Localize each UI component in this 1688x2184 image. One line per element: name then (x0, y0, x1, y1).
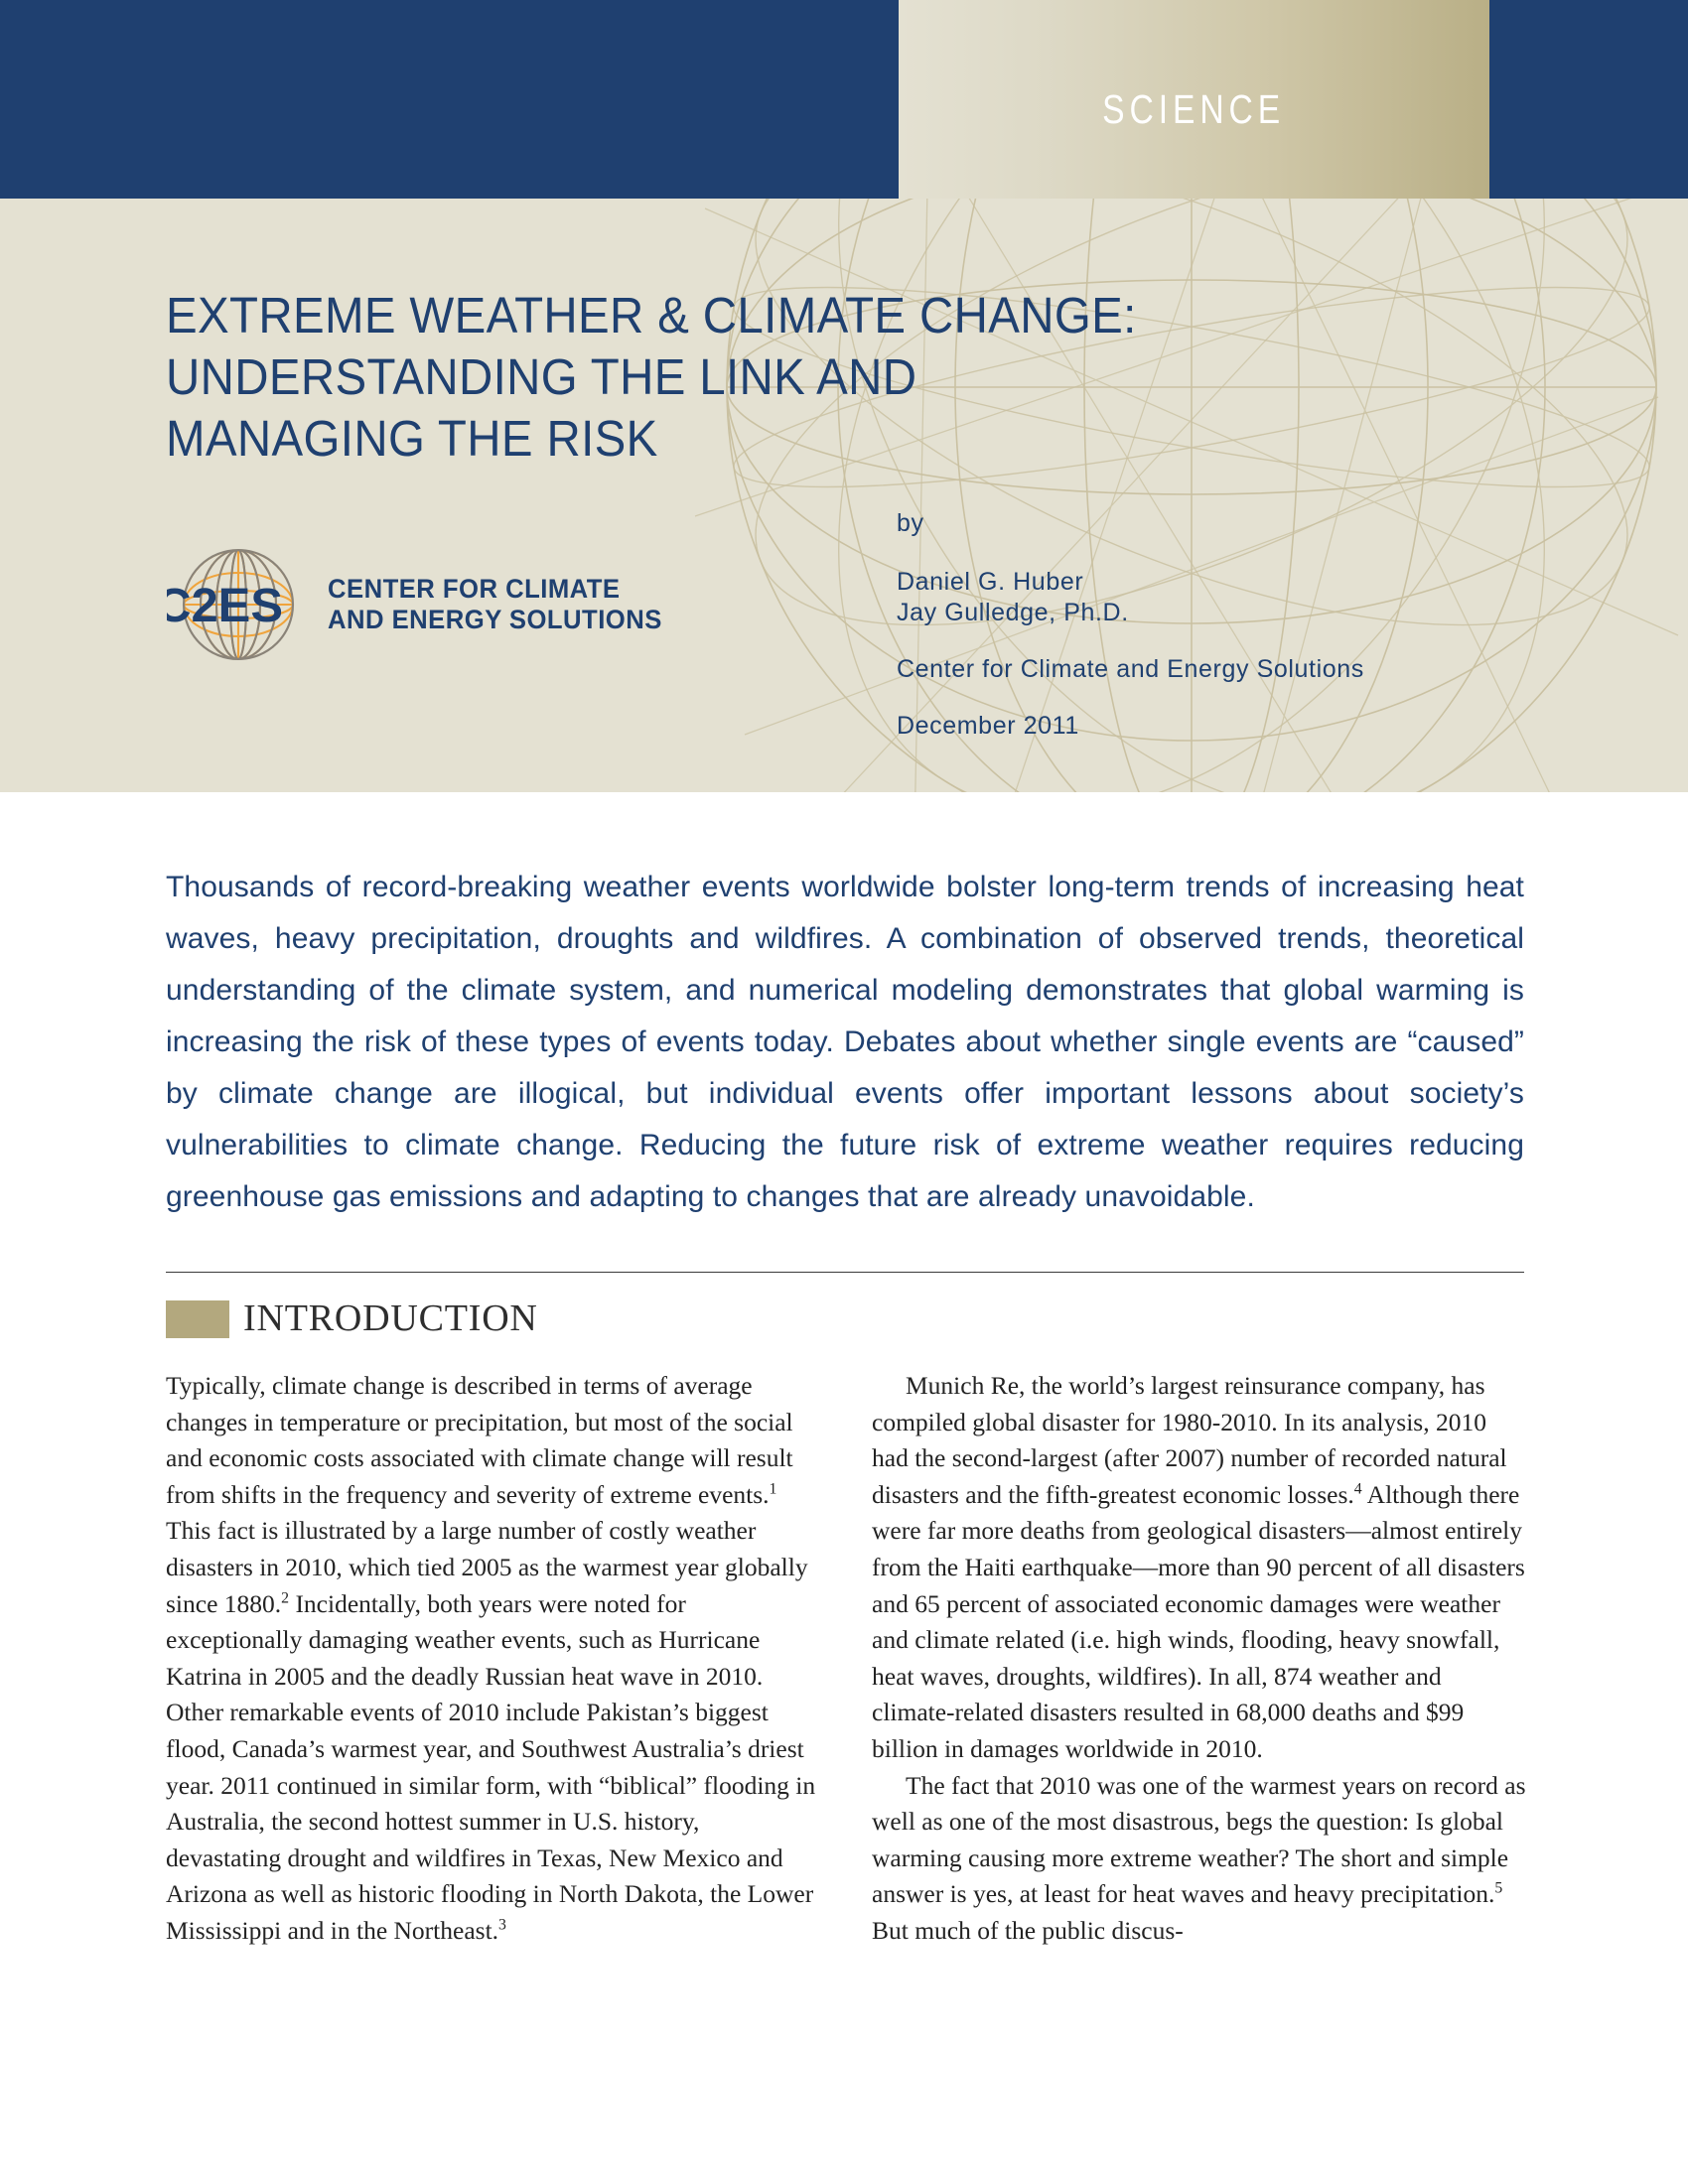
logo-wordmark (328, 574, 662, 635)
title-line-1: EXTREME WEATHER & CLIMATE CHANGE: (166, 287, 1137, 344)
footnote-marker[interactable]: 2 (281, 1589, 290, 1607)
body-paragraph: Munich Re, the world’s largest reinsurance company, has compiled global disaster for 1980-2010. In its analysis, 2010 had the second-largest (after 2007) number of recorded natural disasters and the fifth-greatest economic losses.$^4$ Although there were far more deaths from geological disasters—almost entirely from the Haiti earthquake—more than 90 percent of all disasters and 65 percent of associated economic damages were weather and climate related (i.e. high winds, flooding, heavy snowfall, heat waves, droughts, wildfires). In all, 874 weather and climate-related disasters resulted in 68,000 deaths and $99 billion in damages worldwide in 2010. (872, 1371, 1525, 1763)
masthead (0, 0, 1688, 792)
byline-authors (897, 567, 1364, 628)
series-panel (899, 0, 1489, 199)
body-column-right (872, 1368, 1526, 1950)
author-name-1: Daniel G. Huber (897, 568, 1084, 596)
horizontal-rule (166, 1272, 1524, 1273)
body-columns (166, 1368, 1526, 1950)
body-paragraph: Typically, climate change is described in terms of average changes in temperature or precipitation, but most of the social and economic costs associated with climate change will result from shifts in the frequency and severity of extreme events.$^1$ This fact is illustrated by a large number of costly weather disasters in 2010, which tied 2005 as the warmest year globally since 1880.$^2$ Incidentally, both years were noted for exceptionally damaging weather events, such as Hurricane Katrina in 2005 and the deadly Russian heat wave in 2010. Other remarkable events of 2010 include Pakistan’s biggest flood, Canada’s warmest year, and Southwest Australia’s driest year. 2011 continued in similar form, with “biblical” flooding in Australia, the second hottest summer in U.S. history, devastating drought and wildfires in Texas, New Mexico and Arizona as well as historic flooding in North Dakota, the Lower Mississippi and in the Northeast.$^3$ (166, 1371, 816, 1945)
body-column-left (166, 1368, 820, 1950)
series-label: SCIENCE (1102, 85, 1286, 132)
globe-icon (167, 546, 316, 663)
byline-organization: Center for Climate and Energy Solutions (897, 655, 1364, 683)
abstract-paragraph: Thousands of record-breaking weather events worldwide bolster long-term trends of increasing heat waves, heavy precipitation, droughts and wildfires. A combination of observed trends, theoretical understanding of the climate system, and numerical modeling demonstrates that global warming is increasing the risk of these types of events today. Debates about whether single events are “caused” by climate change are illogical, but individual events offer important lessons about society’s vulnerabilities to climate change. Reducing the future risk of extreme weather requires reducing greenhouse gas emissions and adapting to changes that are already unavoidable. (166, 871, 1524, 1213)
c2es-logo (167, 546, 680, 663)
body-paragraph: The fact that 2010 was one of the warmest years on record as well as one of the most disastrous, begs the question: Is global warming causing more extreme weather? The short and simple answer is yes, at least for heat waves and heavy precipitation.$^5$ But much of the public discus- (872, 1770, 1526, 1945)
footnote-marker[interactable]: 1 (769, 1480, 777, 1498)
logo-wordmark-line-2: AND ENERGY SOLUTIONS (328, 605, 662, 634)
byline (897, 508, 1364, 742)
footnote-marker[interactable]: 4 (1353, 1480, 1362, 1498)
footnote-marker[interactable]: 3 (498, 1916, 506, 1934)
byline-by-label: by (897, 509, 924, 537)
author-name-2: Jay Gulledge, Ph.D. (897, 599, 1129, 626)
section-heading-label: INTRODUCTION (243, 1297, 538, 1339)
logo-wordmark-line-1: CENTER FOR CLIMATE (328, 574, 621, 604)
title-line-3: MANAGING THE RISK (166, 410, 658, 468)
byline-date: December 2011 (897, 712, 1079, 740)
section-heading (166, 1297, 538, 1341)
page-title (166, 285, 1137, 470)
svg-text:C2ES: C2ES (167, 579, 283, 632)
section-marker-swatch (166, 1300, 229, 1338)
title-line-2: UNDERSTANDING THE LINK AND (166, 348, 917, 406)
footnote-marker[interactable]: 5 (1494, 1879, 1503, 1897)
